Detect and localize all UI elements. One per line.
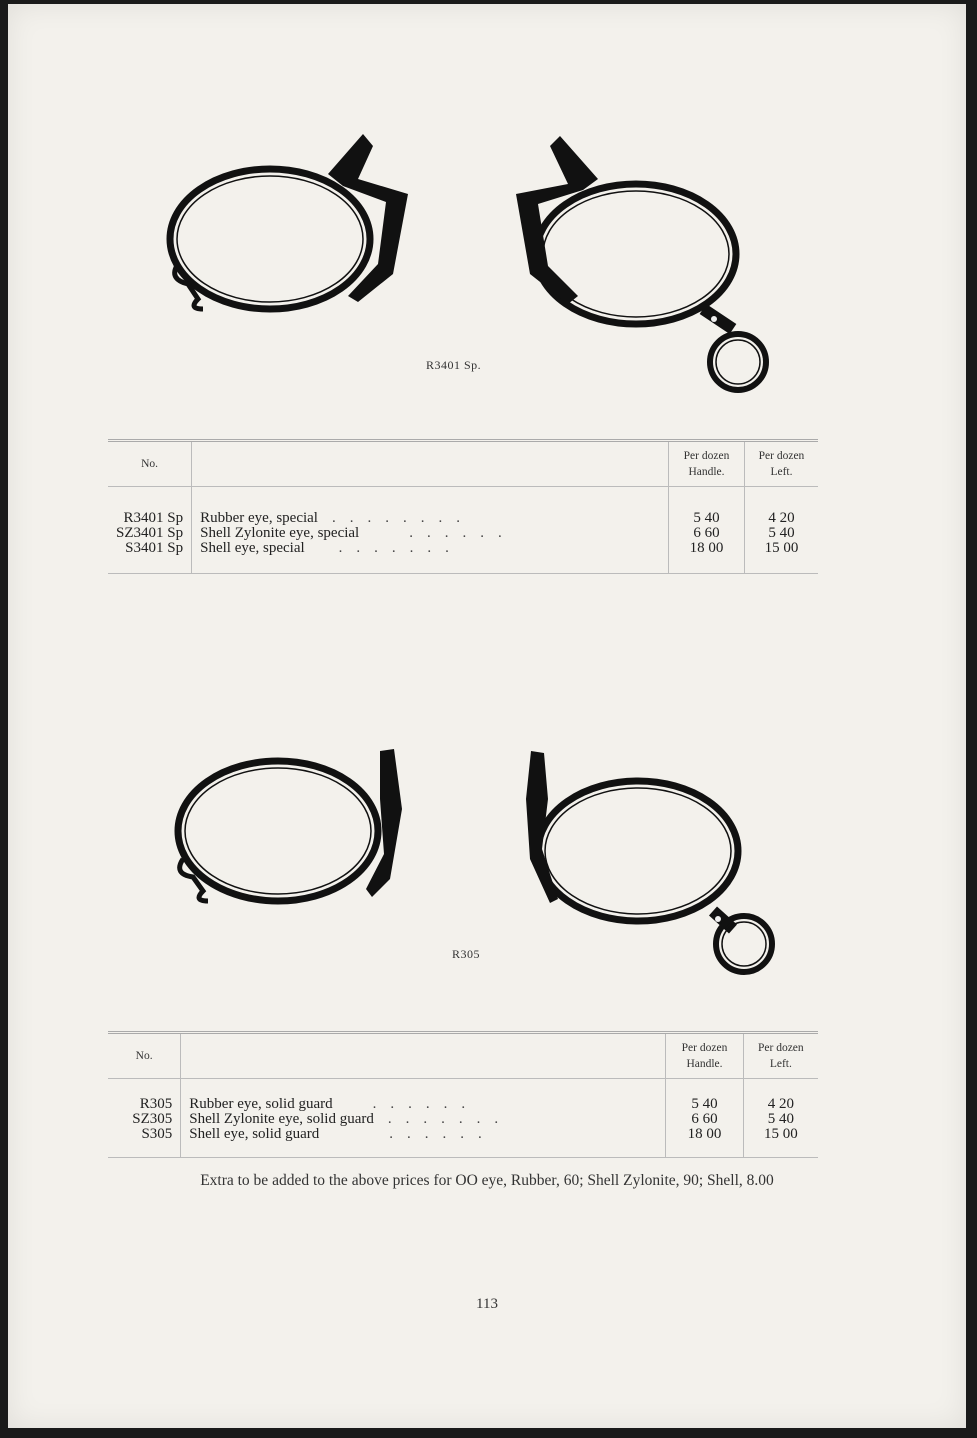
price-left: 4 20 <box>767 1095 794 1112</box>
item-number: SZ3401 Sp <box>108 526 192 541</box>
table-row: R3401 Sp Rubber eye, special ........ 5 40 4 20 <box>108 511 818 526</box>
price-table-r3401 <box>108 439 818 574</box>
price-handle: 6 60 <box>669 526 745 541</box>
price-left: 5 40 <box>768 524 795 541</box>
column-header-handle: Per dozen Handle. <box>669 441 745 487</box>
table-row: S3401 Sp Shell eye, special ....... 18 00 15 00 <box>108 541 818 556</box>
item-number: R3401 Sp <box>108 511 192 526</box>
eyeglass-illustration-r305 <box>158 739 798 979</box>
price-handle: 18 00 <box>669 541 745 556</box>
column-header-left: Per dozen Left. <box>743 1033 818 1079</box>
table-row: R305 Rubber eye, solid guard ...... 5 40 4 20 <box>108 1097 818 1112</box>
price-left: 4 20 <box>768 509 795 526</box>
column-header-no: No. <box>108 441 192 487</box>
right-lens-frame <box>538 781 738 921</box>
item-description: Shell Zylonite eye, solid guard <box>189 1110 374 1127</box>
item-description: Rubber eye, special <box>200 509 318 526</box>
price-handle: 5 40 <box>666 1097 743 1112</box>
right-lens-frame <box>536 184 736 324</box>
left-lens-frame <box>170 169 370 309</box>
table-row: S305 Shell eye, solid guard ...... 18 00 15 00 <box>108 1127 818 1142</box>
ring-handle <box>703 309 766 390</box>
column-header-description <box>181 1033 666 1079</box>
price-left: 15 00 <box>763 1125 798 1142</box>
price-handle: 5 40 <box>669 511 745 526</box>
price-table-r305 <box>108 1031 818 1158</box>
right-handle-piece <box>526 751 558 903</box>
price-left: 5 40 <box>767 1110 794 1127</box>
price-handle: 18 00 <box>666 1127 743 1142</box>
column-header-description <box>192 441 669 487</box>
table-row: SZ3401 Sp Shell Zylonite eye, special ...... 6 60 5 40 <box>108 526 818 541</box>
price-handle: 6 60 <box>666 1112 743 1127</box>
figure-caption-r305: R305 <box>452 947 481 961</box>
price-left: 15 00 <box>764 539 799 556</box>
page-number: 113 <box>476 1296 498 1312</box>
ring-handle <box>713 911 772 972</box>
item-description: Shell eye, special <box>200 539 305 556</box>
item-number: S305 <box>108 1127 181 1142</box>
extra-price-note: Extra to be added to the above prices for OO eye, Rubber, 60; Shell Zylonite, 90; Shell, 8.00 <box>200 1172 774 1189</box>
item-number: S3401 Sp <box>108 541 192 556</box>
left-lens-frame <box>178 761 378 901</box>
column-header-no: No. <box>108 1033 181 1079</box>
item-description: Shell eye, solid guard <box>189 1125 320 1142</box>
item-description: Shell Zylonite eye, special <box>200 524 360 541</box>
item-number: R305 <box>108 1097 181 1112</box>
catalog-page <box>8 4 966 1428</box>
column-header-handle: Per dozen Handle. <box>666 1033 743 1079</box>
column-header-left: Per dozen Left. <box>744 441 818 487</box>
item-number: SZ305 <box>108 1112 181 1127</box>
item-description: Rubber eye, solid guard <box>189 1095 333 1112</box>
table-row: SZ305 Shell Zylonite eye, solid guard ....... 6 60 5 40 <box>108 1112 818 1127</box>
figure-caption-r3401: R3401 Sp. <box>426 358 482 372</box>
left-handle-piece <box>366 749 402 897</box>
